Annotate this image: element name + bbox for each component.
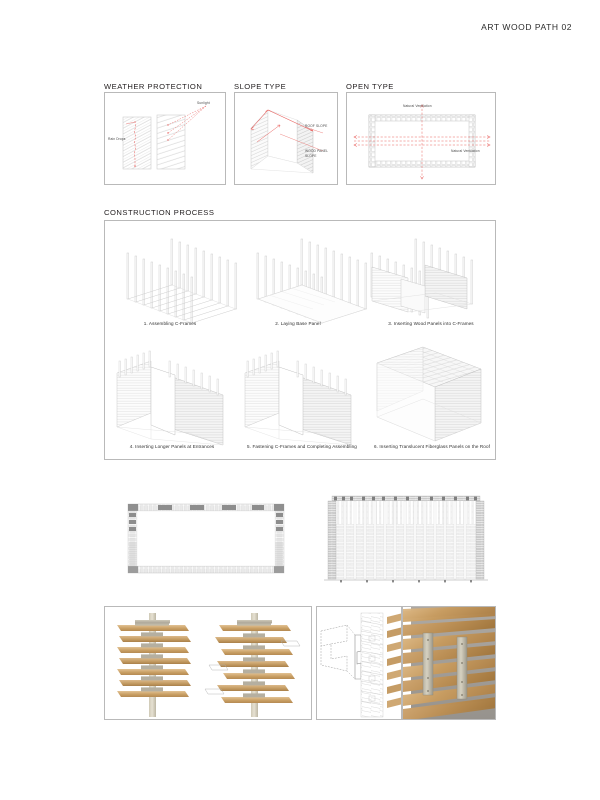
panel-slat-assembly [104,606,312,720]
section-label-open-type: OPEN TYPE [346,82,394,91]
step-4-illustration [117,351,223,445]
section-label-construction-process: CONSTRUCTION PROCESS [104,208,215,217]
sheet-title: ART WOOD PATH 02 [481,22,572,32]
wood-slat-assembly-render [105,607,312,720]
step-caption-1: 1. Assembling C-Frames [143,321,197,326]
panel-open-type [346,92,496,185]
step-2-illustration [257,239,367,323]
step-caption-2: 2. Laying Base Panel [275,321,321,326]
section-label-weather-protection: WEATHER PROTECTION [104,82,203,91]
annotation-natural-ventilation-top: Natural Ventilation [403,104,432,108]
step-caption-5: 5. Fastening C-Frames and Completing Assembling [247,444,357,449]
panel-slope-type [234,92,338,185]
section-label-slope-type: SLOPE TYPE [234,82,287,91]
annotation-sunlight: Sunlight [197,101,210,105]
slat-assembly-right [205,613,300,717]
panel-plan-drawing [122,498,290,578]
annotation-wood-panel-slope-line2: SLOPE [305,154,317,158]
elevation-drawing [320,488,492,586]
annotation-rain-drops: Rain Drops [108,137,126,141]
step-6-illustration [377,347,481,441]
step-caption-4: 4. Inserting Longer Panels at Entrances [129,444,215,449]
step-caption-6: 6. Inserting Translucent Fiberglass Panels on the Roof [374,444,490,449]
panel-bracket-detail [316,606,402,720]
plan-drawing [122,498,290,578]
panel-elevation-drawing [320,488,492,586]
annotation-wood-panel-slope-line1: WOOD PANEL [305,149,329,153]
step-5-illustration [245,351,351,445]
annotation-roof-slope: ROOF SLOPE [305,124,328,128]
step-1-illustration [127,239,237,330]
panel-construction-process [104,220,496,460]
bracket-detail-drawing [317,607,402,720]
slat-bracket-closeup-render [403,607,496,720]
panel-slat-closeup [402,606,496,720]
step-caption-3: 3. Inserting Wood Panels into C-Frames [388,321,474,326]
slope-type-diagram [235,93,338,185]
construction-process-diagrams [105,221,496,460]
annotation-natural-ventilation-right: Natural Ventilation [451,149,480,153]
step-3-illustration [371,239,473,318]
panel-weather-protection [104,92,226,185]
slat-assembly-left [117,613,191,717]
